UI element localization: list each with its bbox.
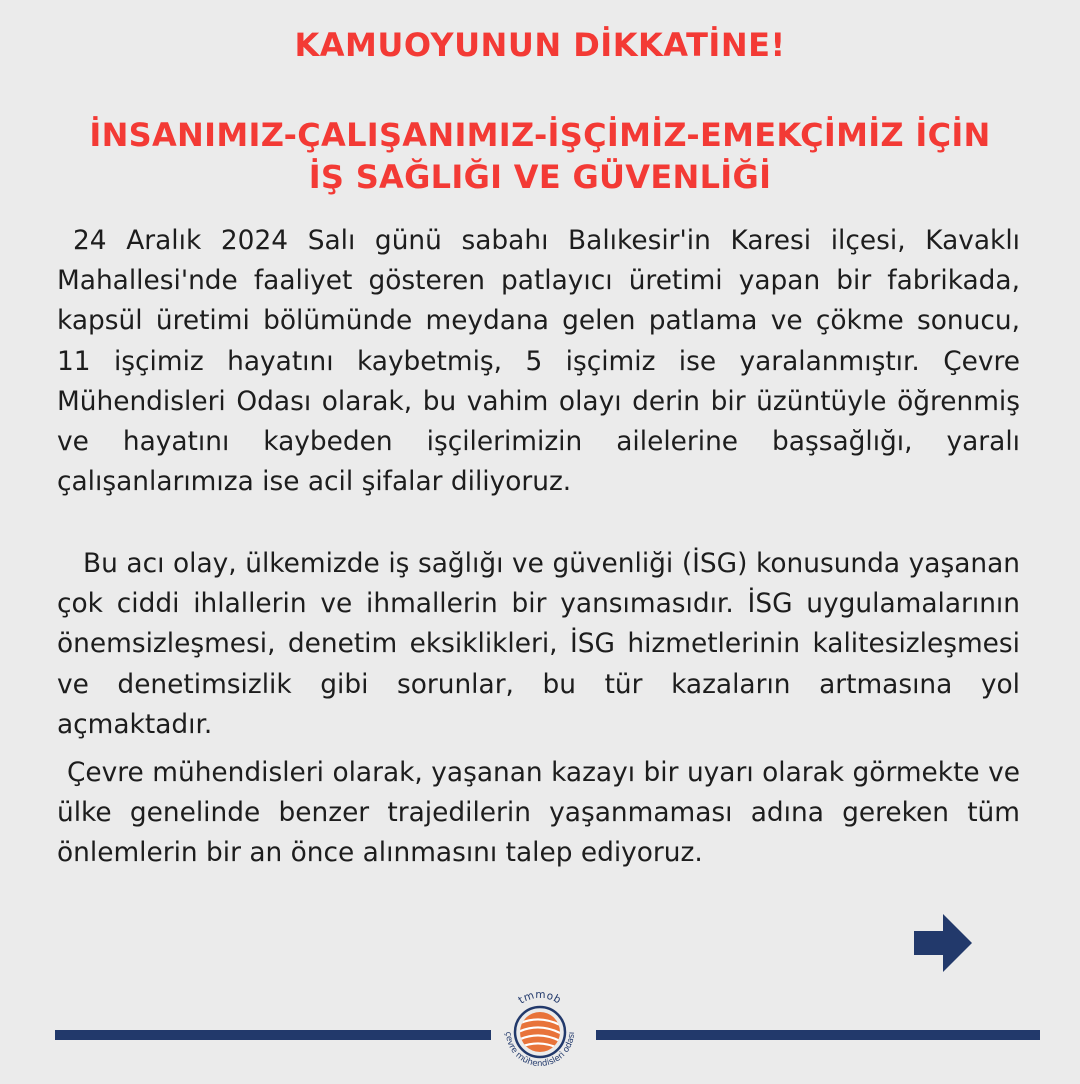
paragraph-2: Bu acı olay, ülkemizde iş sağlığı ve güvenliği (İSG) konusunda yaşanan çok ciddi ihlallerin ve ihmallerin bir yansımasıdır. İSG uygulamalarının önemsizleşmesi, denetim eksiklikleri, İSG hizmetlerinin kalitesizleşmesi ve denetimsizlik gibi sorunlar, bu tür kazaların artmasına yol açmaktadır.: [57, 548, 1020, 740]
next-page-button[interactable]: [912, 912, 974, 974]
subtitle-line-1: İNSANIMIZ-ÇALIŞANIMIZ-İŞÇİMİZ-EMEKÇİMİZ İÇİN: [89, 116, 991, 154]
logo-emblem-icon: [488, 980, 592, 1080]
subtitle-line-2: İŞ SAĞLIĞI VE GÜVENLİĞİ: [308, 158, 772, 196]
footer-divider-left: [55, 1030, 491, 1040]
arrow-right-icon: [912, 912, 974, 974]
page-title: KAMUOYUNUN DİKKATİNE!: [294, 26, 786, 64]
page-subtitle: [0, 114, 1080, 198]
svg-text:çevre mühendisleri odası: çevre mühendisleri odası: [502, 1031, 578, 1070]
svg-text:tmmob: tmmob: [516, 988, 564, 1007]
paragraph-1: 24 Aralık 2024 Salı günü sabahı Balıkesir'in Karesi ilçesi, Kavaklı Mahallesi'nde faaliyet gösteren patlayıcı üretimi yapan bir fabrikada, kapsül üretimi bölümünde meydana gelen patlama ve çökme sonucu, 11 işçimiz hayatını kaybetmiş, 5 işçimiz ise yaralanmıştır. Çevre Mühendisleri Odası olarak, bu vahim olayı derin bir üzüntüyle öğrenmiş ve hayatını kaybeden işçilerimizin ailelerine başsağlığı, yaralı çalışanlarımıza ise acil şifalar diliyoruz.: [57, 225, 1020, 498]
tmmob-cmo-logo: [488, 980, 592, 1080]
paragraph-3: Çevre mühendisleri olarak, yaşanan kazayı bir uyarı olarak görmekte ve ülke genelinde benzer trajedilerin yaşanmaması adına gereken tüm önlemlerin bir an önce alınmasını talep ediyoruz.: [57, 757, 1020, 869]
footer-divider-right: [596, 1030, 1040, 1040]
